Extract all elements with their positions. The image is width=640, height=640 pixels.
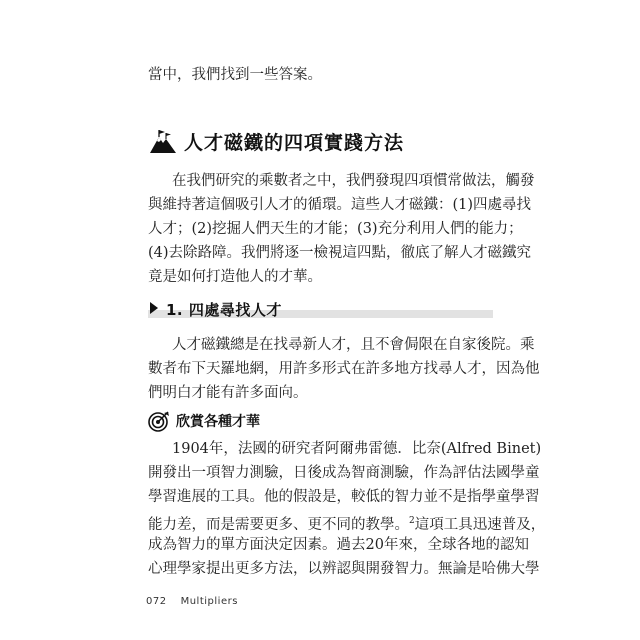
mountain-flag-icon [148,129,178,155]
paragraph3-line4-continued: 這項工具迅速普及， [414,516,546,533]
paragraph3-line6: 心理學家提出更多方法，以辨認與開發智力。無論是哈佛大學 [148,561,540,577]
paragraph2-line2: 數者布下天羅地網，用許多形式在許多地方找尋人才，因為他 [148,361,540,377]
section-title [148,410,260,432]
top-text-line: 當中，我們找到一些答案。 [148,67,322,83]
paragraph3-line5: 成為智力的單方面決定因素。過去20年來，全球各地的認知 [148,537,529,553]
subheading-text: 1. 四處尋找人才 [166,301,282,319]
paragraph3-line3: 學習進展的工具。他的假設是，較低的智力並不是指學童學習 [148,489,540,505]
paragraph1-line1: 在我們研究的乘數者之中，我們發現四項慣常做法，觸發 [172,173,535,189]
paragraph2-line3: 們明白才能有許多面向。 [148,385,308,401]
triangle-bullet-icon [150,302,158,314]
footnote-marker: 2 [409,516,415,526]
paragraph3-line2: 開發出一項智力測驗，日後成為智商測驗，作為評估法國學童 [148,465,540,481]
paragraph1-line4: (4)去除路障。我們將逐一檢視這四點，徹底了解人才磁鐵究 [148,245,532,261]
book-title: Multipliers [180,596,238,607]
paragraph1-line5: 竟是如何打造他人的才華。 [148,269,322,285]
section-heading [148,128,404,155]
paragraph1-line3: 人才；(2)挖掘人們天生的才能；(3)充分利用人們的能力； [148,221,523,237]
paragraph3-line4 [148,512,545,534]
subheading-bar [148,300,493,320]
paragraph3-line4-text: 能力差，而是需要更多、更不同的教學。 [148,516,409,533]
heading-title: 人才磁鐵的四項實踐方法 [184,132,405,154]
paragraph2-line1: 人才磁鐵總是在找尋新人才，且不會侷限在自家後院。乘 [172,337,535,353]
section-title-text: 欣賞各種才華 [176,414,260,430]
paragraph1-line2: 與維持著這個吸引人才的循環。這些人才磁鐵：(1)四處尋找 [148,197,532,213]
page-footer [146,596,252,607]
page-number: 072 [146,596,167,607]
target-icon [148,410,170,432]
paragraph3-line1: 1904年，法國的研究者阿爾弗雷德．比奈(Alfred Binet) [172,441,542,457]
